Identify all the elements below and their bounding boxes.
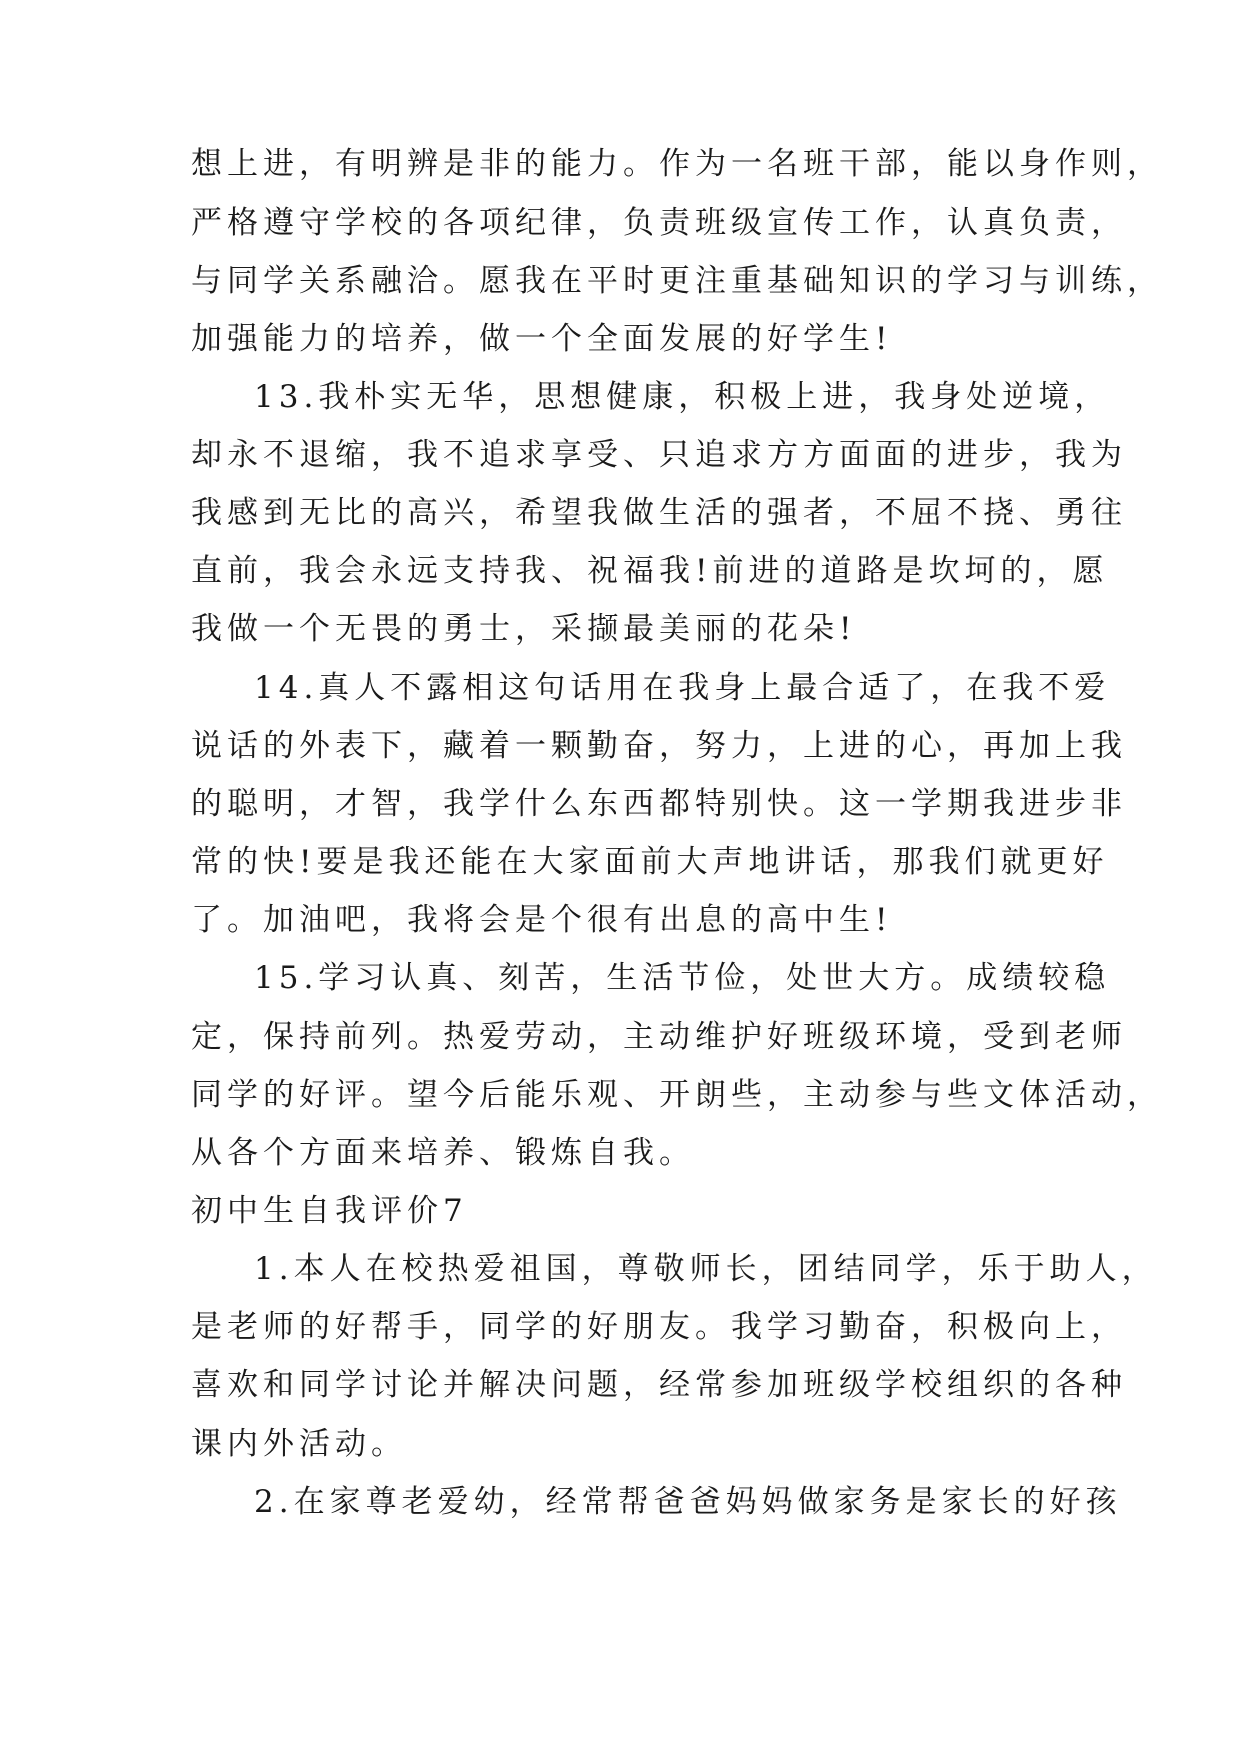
paragraph-line: 严格遵守学校的各项纪律，负责班级宣传工作，认真负责， [191,205,1127,241]
paragraph-line: 13.我朴实无华，思想健康，积极上进，我身处逆境， [254,379,1111,415]
paragraph-line: 直前，我会永远支持我、祝福我!前进的道路是坎坷的，愿 [191,553,1109,589]
paragraph-line: 15.学习认真、刻苦，生活节俭，处世大方。成绩较稳 [254,960,1111,996]
paragraph-line: 说话的外表下，藏着一颗勤奋，努力，上进的心，再加上我 [191,728,1127,764]
paragraph-line: 与同学关系融洽。愿我在平时更注重基础知识的学习与训练， [191,263,1163,299]
paragraph-line: 想上进，有明辨是非的能力。作为一名班干部，能以身作则， [191,146,1163,182]
paragraph-line: 从各个方面来培养、锻炼自我。 [191,1135,695,1171]
paragraph-line: 14.真人不露相这句话用在我身上最合适了，在我不爱 [254,670,1111,706]
paragraph-line: 却永不退缩，我不追求享受、只追求方方面面的进步，我为 [191,437,1127,473]
paragraph-line: 喜欢和同学讨论并解决问题，经常参加班级学校组织的各种 [191,1367,1127,1403]
paragraph-line: 加强能力的培养，做一个全面发展的好学生! [191,321,893,357]
paragraph-line: 同学的好评。望今后能乐观、开朗些，主动参与些文体活动， [191,1077,1163,1113]
paragraph-line: 课内外活动。 [191,1426,407,1462]
paragraph-line: 我做一个无畏的勇士，采撷最美丽的花朵! [191,611,857,647]
paragraph-line: 1.本人在校热爱祖国，尊敬师长，团结同学，乐于助人， [254,1251,1158,1287]
paragraph-line: 了。加油吧，我将会是个很有出息的高中生! [191,902,893,938]
paragraph-line: 我感到无比的高兴，希望我做生活的强者，不屈不挠、勇往 [191,495,1127,531]
section-heading: 初中生自我评价7 [191,1193,468,1229]
paragraph-line: 的聪明，才智，我学什么东西都特别快。这一学期我进步非 [191,786,1127,822]
paragraph-line: 常的快!要是我还能在大家面前大声地讲话，那我们就更好 [191,844,1109,880]
paragraph-line: 是老师的好帮手，同学的好朋友。我学习勤奋，积极向上， [191,1309,1127,1345]
paragraph-line: 定，保持前列。热爱劳动，主动维护好班级环境，受到老师 [191,1019,1127,1055]
paragraph-line: 2.在家尊老爱幼，经常帮爸爸妈妈做家务是家长的好孩 [254,1484,1122,1520]
